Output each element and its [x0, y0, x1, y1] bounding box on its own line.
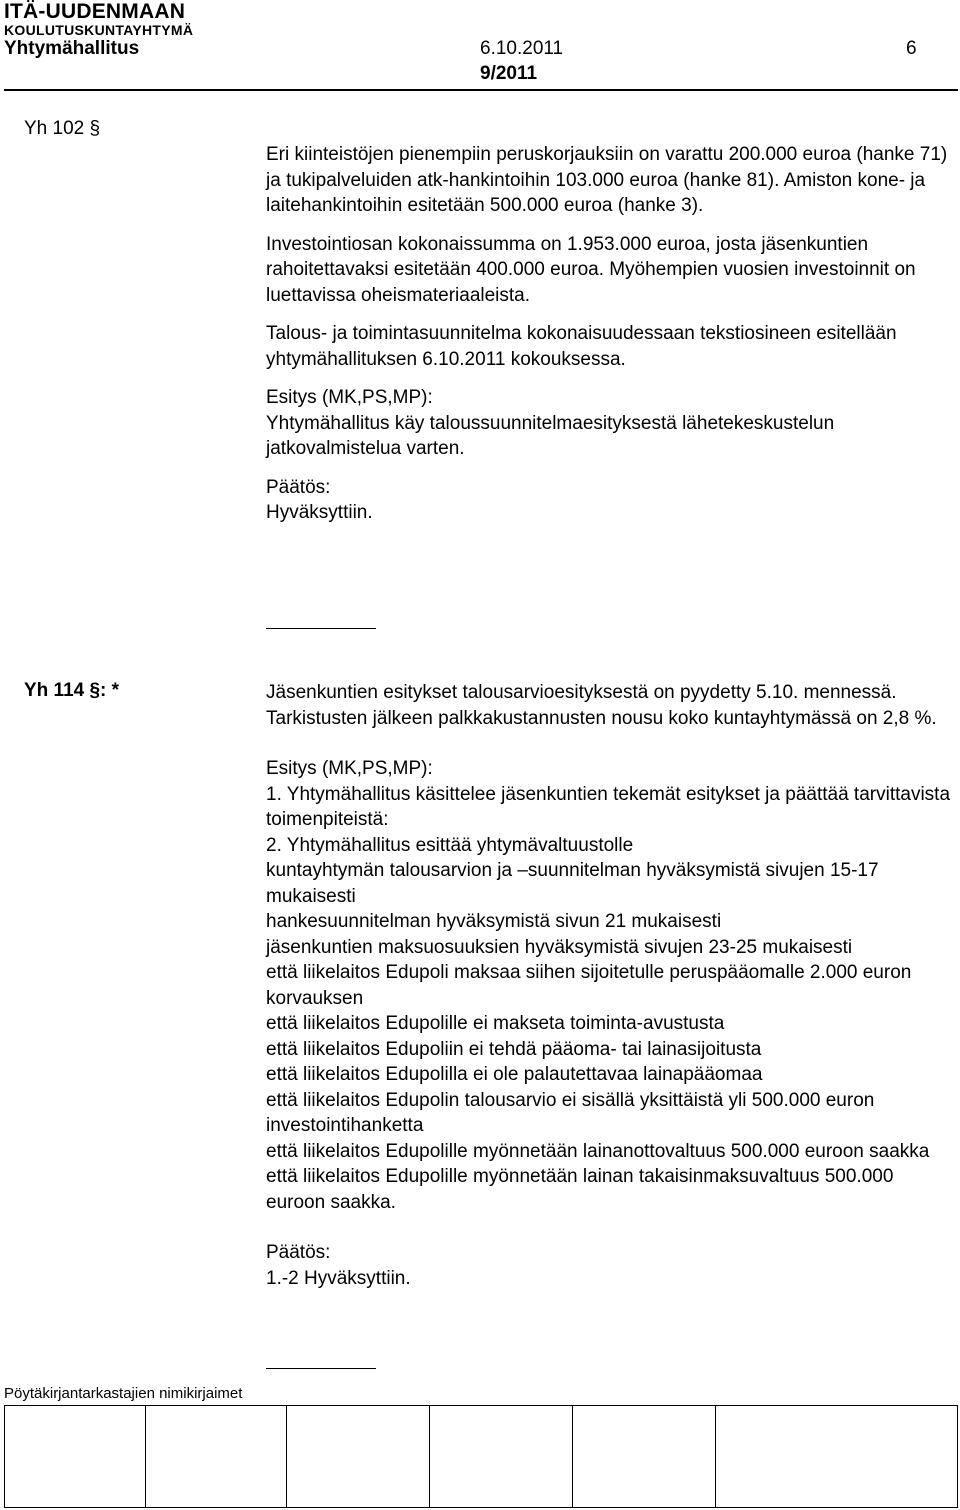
- decision-text: 1.-2 Hyväksyttiin.: [266, 1267, 411, 1289]
- meeting-date: 6.10.2011: [480, 38, 564, 59]
- section-102-ref: Yh 102 §: [24, 118, 101, 139]
- board-name: Yhtymähallitus: [4, 38, 140, 59]
- proposal-line: jäsenkuntien maksuosuuksien hyväksymistä sivujen 23-25 mukaisesti: [266, 936, 853, 958]
- decision-label: Päätös:: [266, 476, 331, 498]
- proposal-line: että liikelaitos Edupolille ei makseta toiminta-avustusta: [266, 1013, 725, 1034]
- organization-name: ITÄ-UUDENMAAN: [4, 0, 186, 23]
- proposal-line: kuntayhtymän talousarvion ja –suunnitelman hyväksymistä sivujen 15-17 mukaisesti: [266, 860, 879, 907]
- proposal-line: 2. Yhtymähallitus esittää yhtymävaltuustolle: [266, 834, 634, 856]
- initials-cell: [430, 1406, 573, 1508]
- footer-label: Pöytäkirjantarkastajien nimikirjaimet: [4, 1385, 243, 1402]
- decision-text: Hyväksyttiin.: [266, 502, 373, 523]
- section-114-body: [266, 680, 956, 1291]
- meeting-issue: 9/2011: [480, 63, 538, 84]
- section-separator: [266, 1368, 376, 1369]
- initials-cell: [573, 1406, 716, 1508]
- proposal-line: että liikelaitos Edupolille myönnetään lainanottovaltuus 500.000 euroon saakka: [266, 1140, 930, 1162]
- section-102-paragraph: Talous- ja toimintasuunnitelma kokonaisuudessaan tekstiosineen esitellään yhtymähallituksen 6.10.2011 kokouksessa.: [266, 323, 897, 370]
- section-102-paragraph: Investointiosan kokonaissumma on 1.953.000 euroa, josta jäsenkuntien rahoitettavaksi esitetään 400.000 euroa. Myöhempien vuosien investoinnit on luettavissa oheismateriaaleista.: [266, 233, 916, 306]
- section-102-body: [266, 142, 956, 526]
- proposal-line: että liikelaitos Edupoli maksaa siihen sijoitetulle peruspääomalle 2.000 euron korvauksen: [266, 962, 912, 1009]
- header-divider: [4, 89, 958, 91]
- proposal-text: Yhtymähallitus käy taloussuunnitelmaesityksestä lähetekeskustelun jatkovalmistelua varten.: [266, 412, 835, 459]
- proposal-label: Esitys (MK,PS,MP):: [266, 387, 433, 408]
- section-114-ref: Yh 114 §: *: [24, 680, 120, 701]
- initials-cell: [146, 1406, 287, 1508]
- decision-label: Päätös:: [266, 1242, 331, 1263]
- proposal-line: hankesuunnitelman hyväksymistä sivun 21 mukaisesti: [266, 911, 722, 932]
- proposal-line: että liikelaitos Edupolin talousarvio ei sisällä yksittäistä yli 500.000 euron investointihanketta: [266, 1089, 875, 1136]
- organization-subname: KOULUTUSKUNTAYHTYMÄ: [4, 22, 194, 38]
- proposal-line: että liikelaitos Edupolille myönnetään lainan takaisinmaksuvaltuus 500.000 euroon saakka.: [266, 1166, 894, 1213]
- page-number: 6: [906, 38, 917, 59]
- initials-cell: [716, 1406, 958, 1508]
- proposal-line: että liikelaitos Edupoliin ei tehdä pääoma- tai lainasijoitusta: [266, 1038, 762, 1060]
- proposal-line: 1. Yhtymähallitus käsittelee jäsenkuntien tekemät esitykset ja päättää tarvittavista toimenpiteistä:: [266, 783, 951, 830]
- proposal-line: että liikelaitos Edupolilla ei ole palautettavaa lainapääomaa: [266, 1064, 763, 1085]
- proposal-label: Esitys (MK,PS,MP):: [266, 758, 433, 779]
- section-114-intro: Jäsenkuntien esitykset talousarvioesityksestä on pyydetty 5.10. mennessä. Tarkistusten jälkeen palkkakustannusten nousu koko kuntayhtymässä on 2,8 %.: [266, 682, 937, 729]
- initials-cell: [287, 1406, 430, 1508]
- initials-table: [4, 1405, 958, 1508]
- initials-cell: [5, 1406, 146, 1508]
- section-separator: [266, 628, 376, 629]
- section-102-paragraph: Eri kiinteistöjen pienempiin peruskorjauksiin on varattu 200.000 euroa (hanke 71) ja tukipalveluiden atk-hankintoihin 103.000 euroa (hanke 81). Amiston kone- ja laitehankintoihin esitetään 500.000 euroa (hanke 3).: [266, 144, 948, 216]
